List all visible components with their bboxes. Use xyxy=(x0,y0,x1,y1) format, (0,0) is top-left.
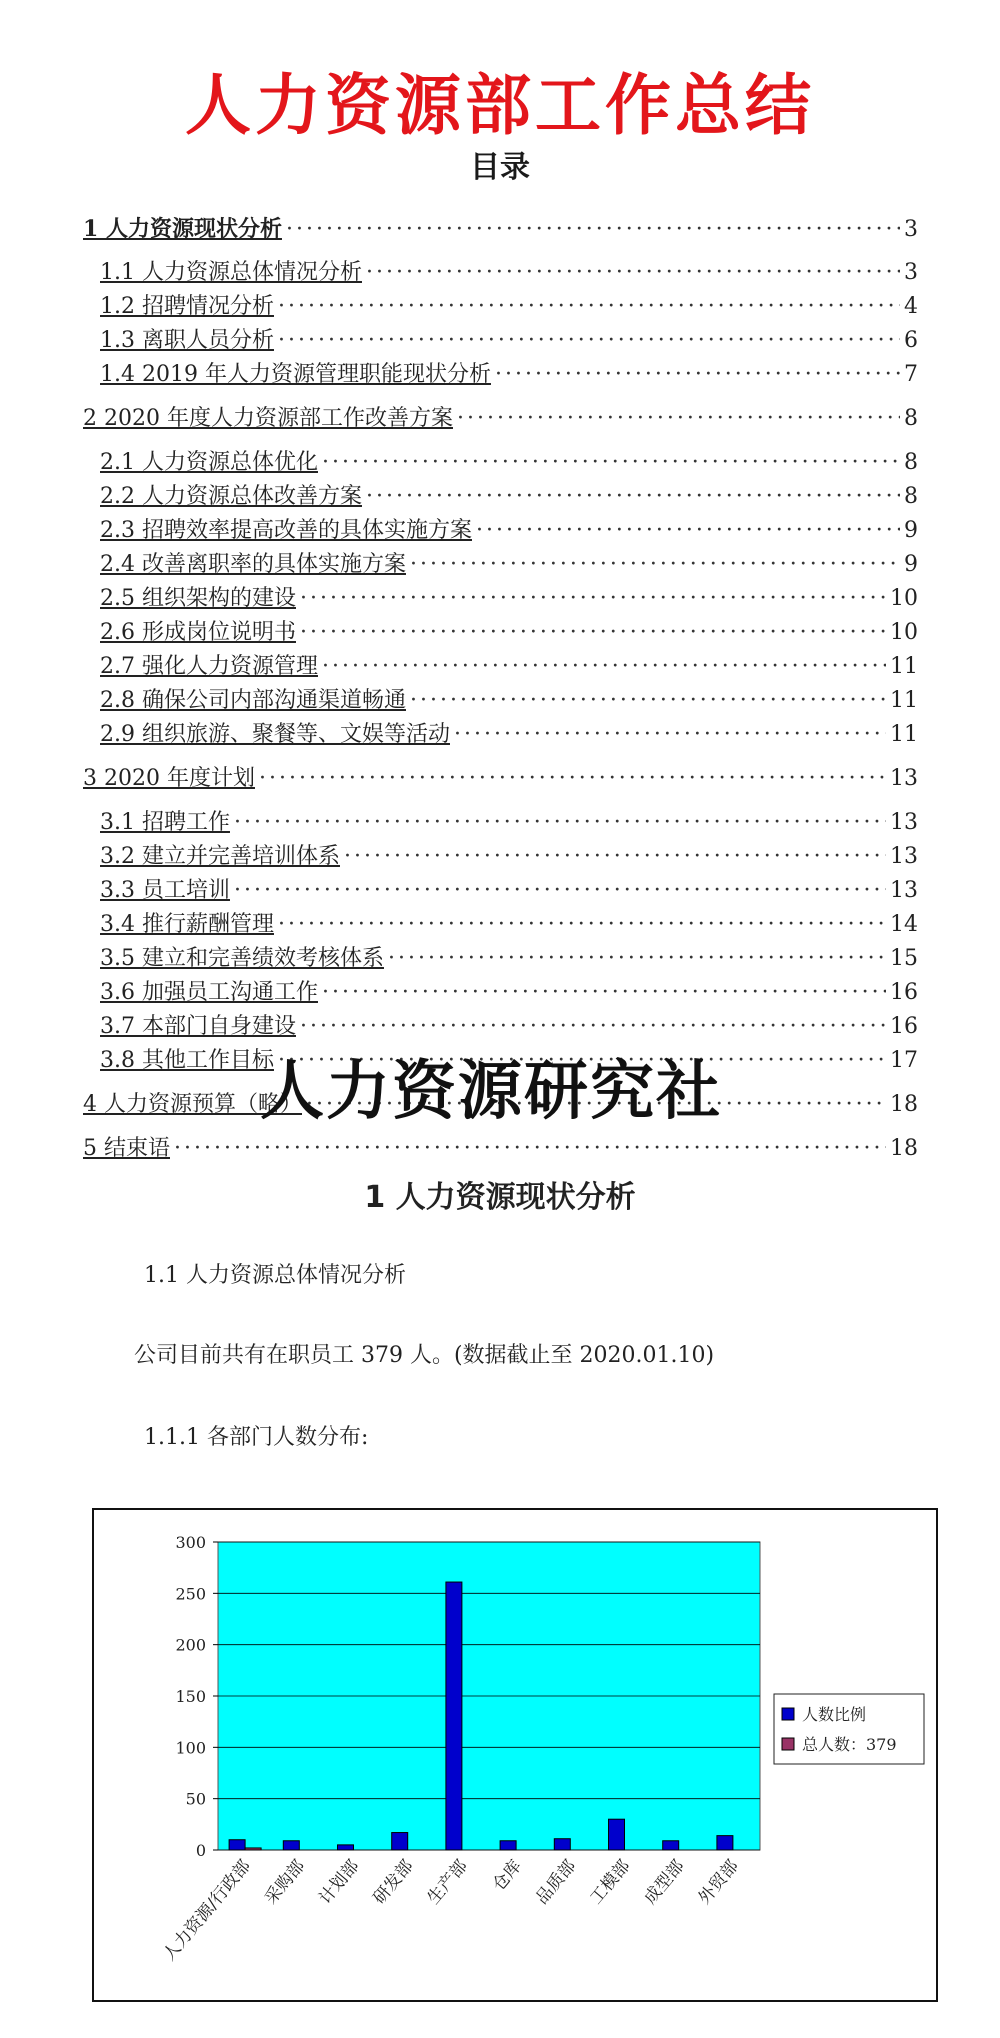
toc-heading: 目录 xyxy=(470,150,530,185)
toc-entry-label[interactable]: 2 2020 年度人力资源部工作改善方案 xyxy=(83,406,453,431)
toc-entry-page: 4 xyxy=(904,294,918,319)
toc-entry[interactable] xyxy=(100,292,918,322)
toc-leader-dots xyxy=(234,808,886,838)
toc-entry[interactable] xyxy=(100,720,918,750)
toc-entry-page: 3 xyxy=(904,217,918,242)
toc-entry-page: 18 xyxy=(890,1136,918,1161)
toc-leader-dots xyxy=(322,978,886,1008)
toc-leader-dots xyxy=(410,550,900,580)
toc-entry-page: 8 xyxy=(904,406,918,431)
toc-leader-dots xyxy=(388,944,886,974)
toc-entry-label[interactable]: 2.8 确保公司内部沟通渠道畅通 xyxy=(100,688,406,713)
body-paragraph: 公司目前共有在职员工 379 人。(数据截止至 2020.01.10) xyxy=(134,1343,715,1368)
toc-entry-page: 8 xyxy=(904,484,918,509)
x-tick-label: 采购部 xyxy=(261,1856,310,1909)
toc-leader-dots xyxy=(259,764,886,794)
toc-entry[interactable] xyxy=(100,978,918,1008)
toc-entry-page: 17 xyxy=(890,1048,918,1073)
toc-entry-page: 14 xyxy=(890,912,918,937)
toc-leader-dots xyxy=(476,516,900,546)
toc-entry[interactable] xyxy=(100,910,918,940)
toc-entry[interactable] xyxy=(100,652,918,682)
toc-leader-dots xyxy=(278,292,900,322)
toc-entry[interactable] xyxy=(100,516,918,546)
x-tick-label: 外贸部 xyxy=(694,1856,743,1909)
toc-entry-label[interactable]: 1.3 离职人员分析 xyxy=(100,328,274,353)
y-tick-label: 0 xyxy=(195,1841,206,1860)
toc-entry-label[interactable]: 3.2 建立并完善培训体系 xyxy=(100,844,340,869)
toc-entry-label[interactable]: 5 结束语 xyxy=(83,1136,170,1161)
toc-leader-dots xyxy=(457,404,900,434)
toc-entry-label[interactable]: 1.2 招聘情况分析 xyxy=(100,294,274,319)
toc-entry-label[interactable]: 3.1 招聘工作 xyxy=(100,810,230,835)
toc-leader-dots xyxy=(322,652,886,682)
toc-entry[interactable] xyxy=(100,360,918,390)
toc-leader-dots xyxy=(344,842,886,872)
toc-entry-page: 9 xyxy=(904,552,918,577)
bar xyxy=(663,1841,679,1850)
bar xyxy=(245,1848,261,1850)
bar xyxy=(338,1845,354,1850)
toc-entry[interactable] xyxy=(83,214,918,244)
toc-entry-page: 11 xyxy=(890,722,918,747)
toc-leader-dots xyxy=(300,584,886,614)
toc-entry[interactable] xyxy=(100,686,918,716)
sub-heading: 1.1 人力资源总体情况分析 xyxy=(144,1263,406,1288)
toc-entry-page: 10 xyxy=(890,620,918,645)
bar xyxy=(554,1839,570,1850)
toc-entry[interactable] xyxy=(100,808,918,838)
toc-leader-dots xyxy=(286,215,900,245)
toc-entry[interactable] xyxy=(100,326,918,356)
document-title: 人力资源部工作总结 xyxy=(185,67,815,144)
x-tick-label: 仓库 xyxy=(488,1856,526,1896)
toc-entry-label[interactable]: 4 人力资源预算（略） xyxy=(83,1092,302,1117)
toc-entry-label[interactable]: 2.6 形成岗位说明书 xyxy=(100,620,296,645)
toc-entry[interactable] xyxy=(100,258,918,288)
bar xyxy=(500,1841,516,1850)
toc-entry[interactable] xyxy=(100,448,918,478)
toc-entry[interactable] xyxy=(100,618,918,648)
y-tick-label: 250 xyxy=(175,1584,206,1604)
toc-entry-label[interactable]: 3.5 建立和完善绩效考核体系 xyxy=(100,946,384,971)
watermark: 人力资源研究社 xyxy=(260,1055,722,1129)
bar xyxy=(229,1840,245,1850)
y-tick-label: 100 xyxy=(175,1738,206,1758)
toc-leader-dots xyxy=(278,326,900,356)
y-tick-label: 200 xyxy=(175,1635,206,1655)
toc-entry[interactable] xyxy=(83,764,918,794)
toc-entry-label[interactable]: 2.1 人力资源总体优化 xyxy=(100,450,318,475)
toc-leader-dots xyxy=(278,910,886,940)
legend-entry: 人数比例 xyxy=(802,1705,867,1724)
toc-leader-dots xyxy=(322,448,900,478)
toc-entry-label[interactable]: 2.9 组织旅游、聚餐等、文娱等活动 xyxy=(100,722,450,747)
toc-entry-label[interactable]: 2.5 组织架构的建设 xyxy=(100,586,296,611)
toc-entry[interactable] xyxy=(83,404,918,434)
bar xyxy=(717,1836,733,1850)
toc-entry-label[interactable]: 2.4 改善离职率的具体实施方案 xyxy=(100,552,406,577)
legend-swatch xyxy=(782,1738,794,1750)
y-tick-label: 300 xyxy=(175,1533,206,1552)
x-tick-label: 成型部 xyxy=(640,1856,689,1909)
x-tick-label: 人力资源/行政部 xyxy=(159,1856,255,1965)
x-tick-label: 品质部 xyxy=(532,1856,581,1909)
y-tick-label: 50 xyxy=(185,1789,206,1809)
toc-entry-page: 13 xyxy=(890,878,918,903)
toc-leader-dots xyxy=(454,720,886,750)
toc-entry-page: 18 xyxy=(890,1092,918,1117)
toc-entry-page: 16 xyxy=(890,1014,918,1039)
toc-entry-label[interactable]: 2.7 强化人力资源管理 xyxy=(100,654,318,679)
toc-leader-dots xyxy=(366,258,900,288)
toc-entry-page: 16 xyxy=(890,980,918,1005)
bar xyxy=(283,1841,299,1850)
toc-entry-label[interactable]: 3.7 本部门自身建设 xyxy=(100,1014,296,1039)
toc-entry-label[interactable]: 2.3 招聘效率提高改善的具体实施方案 xyxy=(100,518,472,543)
x-tick-label: 工模部 xyxy=(586,1856,635,1909)
toc-leader-dots xyxy=(174,1134,886,1164)
x-tick-label: 生产部 xyxy=(423,1856,472,1909)
toc-entry-page: 6 xyxy=(904,328,918,353)
toc-entry-page: 3 xyxy=(904,260,918,285)
legend-swatch xyxy=(782,1708,794,1720)
x-tick-label: 研发部 xyxy=(369,1856,418,1909)
toc-entry-page: 10 xyxy=(890,586,918,611)
toc-entry[interactable] xyxy=(83,1134,918,1164)
toc-leader-dots xyxy=(495,360,900,390)
toc-entry-page: 7 xyxy=(904,362,918,387)
toc-entry-page: 15 xyxy=(890,946,918,971)
toc-leader-dots xyxy=(234,876,886,906)
toc-entry-label[interactable]: 1 人力资源现状分析 xyxy=(83,216,282,242)
bar xyxy=(609,1819,625,1850)
toc-entry[interactable] xyxy=(100,876,918,906)
toc-entry[interactable] xyxy=(100,482,918,512)
toc-entry-page: 13 xyxy=(890,766,918,791)
department-headcount-chart xyxy=(94,1510,936,2000)
toc-entry-page: 11 xyxy=(890,654,918,679)
chart-frame xyxy=(92,1508,938,2002)
toc-entry-label[interactable]: 3.3 员工培训 xyxy=(100,878,230,903)
y-tick-label: 150 xyxy=(175,1687,206,1706)
toc-entry-label[interactable]: 3 2020 年度计划 xyxy=(83,766,255,791)
toc-entry-page: 8 xyxy=(904,450,918,475)
toc-leader-dots xyxy=(300,1012,886,1042)
x-tick-label: 计划部 xyxy=(315,1856,364,1909)
bar xyxy=(446,1582,462,1850)
toc-leader-dots xyxy=(410,686,886,716)
toc-entry-label[interactable]: 1.4 2019 年人力资源管理职能现状分析 xyxy=(100,362,491,387)
bar xyxy=(392,1833,408,1850)
toc-entry-page: 13 xyxy=(890,810,918,835)
legend-entry: 总人数：379 xyxy=(802,1735,897,1754)
toc-entry-page: 9 xyxy=(904,518,918,543)
toc-leader-dots xyxy=(300,618,886,648)
toc-entry-label[interactable]: 3.6 加强员工沟通工作 xyxy=(100,980,318,1005)
section-heading: 1 人力资源现状分析 xyxy=(364,1180,636,1215)
sub-sub-heading: 1.1.1 各部门人数分布: xyxy=(144,1425,369,1450)
toc-entry[interactable] xyxy=(100,944,918,974)
toc-entry[interactable] xyxy=(100,1012,918,1042)
toc-entry-page: 11 xyxy=(890,688,918,713)
toc-entry-label[interactable]: 2.2 人力资源总体改善方案 xyxy=(100,484,362,509)
toc-entry[interactable] xyxy=(100,584,918,614)
toc-entry[interactable] xyxy=(100,550,918,580)
toc-entry-label[interactable]: 3.4 推行薪酬管理 xyxy=(100,912,274,937)
toc-entry[interactable] xyxy=(100,842,918,872)
toc-leader-dots xyxy=(366,482,900,512)
toc-entry-page: 13 xyxy=(890,844,918,869)
toc-entry-label[interactable]: 1.1 人力资源总体情况分析 xyxy=(100,260,362,285)
toc-entry-label[interactable]: 3.8 其他工作目标 xyxy=(100,1048,274,1073)
